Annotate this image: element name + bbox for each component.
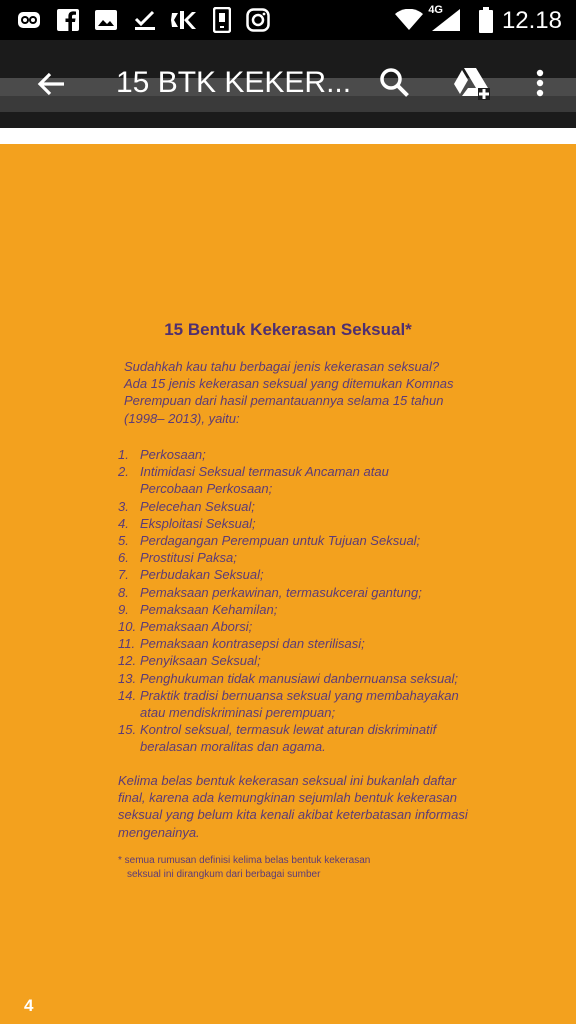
list-item: 5. Perdagangan Perempuan untuk Tujuan Seksual; bbox=[118, 533, 421, 549]
page-separator bbox=[0, 128, 576, 144]
footnote-line: seksual ini dirangkum dari berbagai sumber bbox=[127, 869, 321, 880]
list-item: 8. Pemaksaan perkawinan, termasukcerai gantung; bbox=[118, 584, 422, 600]
list-item: 6. Prostitusi Paksa; bbox=[118, 550, 237, 566]
battery-icon bbox=[478, 8, 494, 32]
list-item: 11. Pemaksaan kontrasepsi dan sterilisasi; bbox=[118, 636, 365, 652]
page-number: 4 bbox=[24, 996, 34, 1015]
phone-icon bbox=[212, 8, 232, 32]
violence-type-list bbox=[118, 446, 478, 756]
list-item: 14. Praktik tradisi bernuansa seksual yang membahayakan atau mendiskriminasi perempuan; bbox=[118, 687, 459, 721]
list-item: 2. Intimidasi Seksual termasuk Ancaman atau Percobaan Perkosaan; bbox=[118, 464, 389, 497]
footnote bbox=[118, 854, 438, 882]
list-item: 3. Pelecehan Seksual; bbox=[118, 498, 255, 514]
signal-icon bbox=[430, 8, 462, 32]
intro-line: Sudahkah kau tahu berbagai jenis kekerasan seksual? bbox=[124, 359, 440, 374]
network-type: 4G bbox=[428, 4, 443, 16]
list-item: 15. Kontrol seksual, termasuk lewat aturan diskriminatif beralasan moralitas dan agama. bbox=[118, 722, 437, 755]
list-item: 13. Penghukuman tidak manusiawi danbernuansa seksual; bbox=[118, 670, 458, 686]
gallery-icon bbox=[94, 8, 118, 32]
outro-line: seksual yang belum kita kenali akibat keterbatasan informasi bbox=[118, 807, 468, 823]
list-item: 12. Penyiksaan Seksual; bbox=[118, 653, 261, 669]
intro-line: (1998– 2013), yaitu: bbox=[124, 410, 240, 426]
intro-line: Ada 15 jenis kekerasan seksual yang ditemukan Komnas bbox=[124, 376, 454, 392]
status-bar bbox=[0, 0, 576, 40]
outro-line: mengenainya. bbox=[118, 824, 200, 840]
list-item: 1. Perkosaan; bbox=[118, 447, 206, 462]
wifi-icon bbox=[394, 8, 424, 32]
list-item: 9. Pemaksaan Kehamilan; bbox=[118, 601, 278, 617]
kaskus-icon bbox=[170, 8, 196, 32]
instagram-icon bbox=[246, 8, 270, 32]
outro-line: final, karena ada kemungkinan sejumlah bentuk kekerasan bbox=[118, 790, 457, 806]
intro-line: Perempuan dari hasil pemantauannya selama 15 tahun bbox=[124, 393, 444, 409]
footnote-line: * semua rumusan definisi kelima belas bentuk kekerasan bbox=[118, 855, 371, 866]
intro-paragraph bbox=[124, 358, 464, 427]
closing-paragraph bbox=[118, 772, 472, 841]
list-item: 4. Eksploitasi Seksual; bbox=[118, 515, 256, 531]
list-item: 10. Pemaksaan Aborsi; bbox=[118, 619, 253, 635]
list-item: 7. Perbudakan Seksual; bbox=[118, 567, 264, 583]
clock: 12.18 bbox=[501, 7, 562, 34]
document-page bbox=[0, 144, 576, 1024]
outro-line: Kelima belas bentuk kekerasan seksual ini bukanlah daftar bbox=[118, 773, 457, 788]
back-arrow-icon[interactable] bbox=[34, 66, 70, 102]
check-icon bbox=[132, 8, 158, 32]
search-icon[interactable] bbox=[378, 66, 412, 105]
app-icon bbox=[16, 8, 42, 32]
drive-add-icon[interactable] bbox=[452, 66, 492, 107]
more-vert-icon[interactable] bbox=[530, 68, 550, 105]
page-heading: 15 Bentuk Kekerasan Seksual* bbox=[164, 320, 412, 339]
facebook-icon bbox=[56, 8, 80, 32]
document-title: 15 BTK KEKER... bbox=[116, 66, 352, 99]
